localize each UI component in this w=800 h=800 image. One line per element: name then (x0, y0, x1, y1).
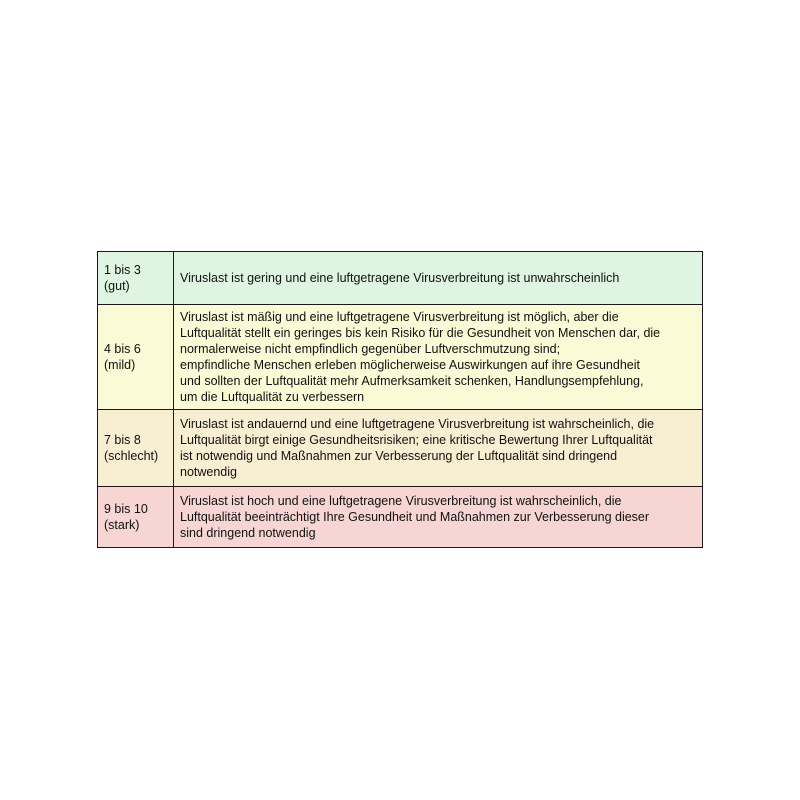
level-label: (mild) (104, 358, 136, 372)
description-line: empfindliche Menschen erleben möglicherweise Auswirkungen auf ihre Gesundheit (180, 358, 640, 372)
level-range: 7 bis 8 (104, 433, 141, 447)
table-row (98, 305, 703, 410)
level-range: 4 bis 6 (104, 342, 141, 356)
description-line: normalerweise nicht empfindlich gegenüber Luftverschmutzung sind; (180, 342, 561, 356)
description-line: Viruslast ist hoch und eine luftgetragene Virusverbreitung ist wahrscheinlich, die (180, 494, 622, 508)
level-label: (gut) (104, 279, 130, 293)
description-line: Luftqualität birgt einige Gesundheitsrisiken; eine kritische Bewertung Ihrer Luftqualität (180, 433, 653, 447)
level-cell (98, 305, 174, 410)
description-line: um die Luftqualität zu verbessern (180, 390, 365, 404)
description-line: Viruslast ist andauernd und eine luftgetragene Virusverbreitung ist wahrscheinlich, die (180, 417, 655, 431)
description-line: ist notwendig und Maßnahmen zur Verbesserung der Luftqualität sind dringend (180, 449, 618, 463)
description-line: Viruslast ist gering und eine luftgetragene Virusverbreitung ist unwahrscheinlich (180, 271, 620, 285)
description-line: und sollten der Luftqualität mehr Aufmerksamkeit schenken, Handlungsempfehlung, (180, 374, 644, 388)
level-cell (98, 487, 174, 548)
description-line: Luftqualität beeinträchtigt Ihre Gesundheit und Maßnahmen zur Verbesserung dieser (180, 510, 650, 524)
description-cell (174, 487, 703, 548)
description-line: Viruslast ist mäßig und eine luftgetragene Virusverbreitung ist möglich, aber die (180, 310, 619, 324)
description-line: notwendig (180, 465, 237, 479)
description-cell (174, 252, 703, 305)
level-label: (schlecht) (104, 449, 159, 463)
description-cell (174, 410, 703, 487)
table-row (98, 252, 703, 305)
level-cell (98, 252, 174, 305)
level-cell (98, 410, 174, 487)
table-row (98, 410, 703, 487)
description-line: Luftqualität stellt ein geringes bis kein Risiko für die Gesundheit von Menschen dar, die (180, 326, 661, 340)
level-range: 1 bis 3 (104, 263, 141, 277)
virus-risk-table (97, 251, 703, 548)
level-label: (stark) (104, 518, 140, 532)
table-row (98, 487, 703, 548)
description-cell (174, 305, 703, 410)
level-range: 9 bis 10 (104, 502, 148, 516)
description-line: sind dringend notwendig (180, 526, 316, 540)
